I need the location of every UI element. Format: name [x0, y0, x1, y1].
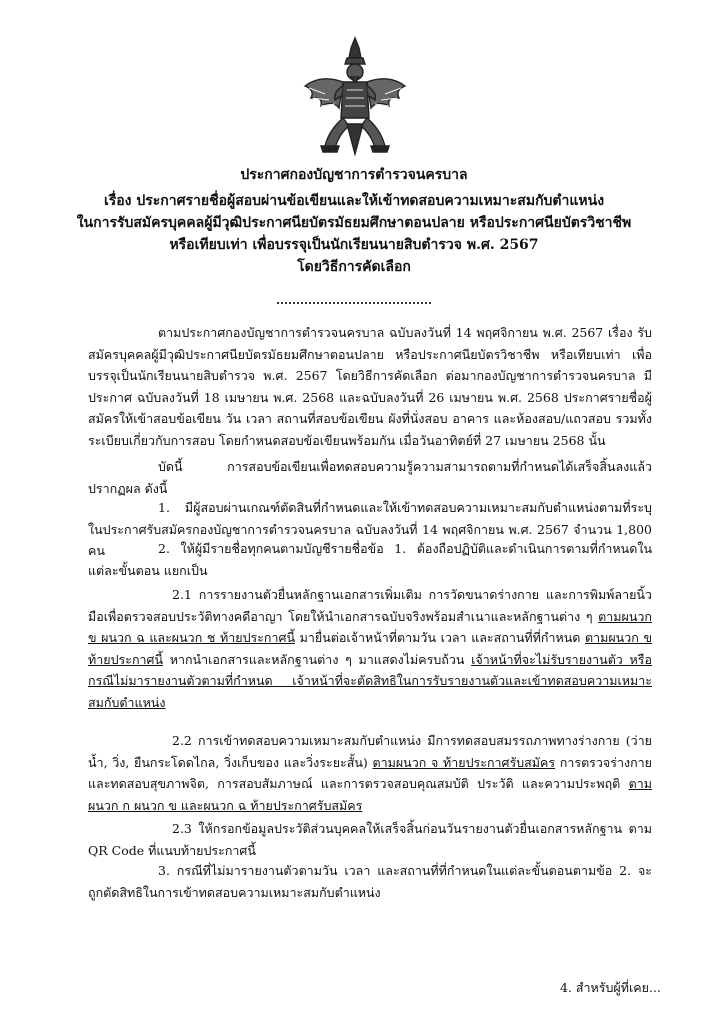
item-2-1-underline-1: ตามผนวก ข ผนวก ฉ และผนวก ช ท้ายประกาศนี้ — [88, 608, 652, 645]
paragraph-item-2-3: 2.3 ให้กรอกข้อมูลประวัติส่วนบุคคลให้เสร็จสิ้นก่อนวันรายงานตัวยื่นเอกสารหลักฐาน ตาม QR Code ที่แนบท้ายประกาศนี้ — [88, 821, 652, 858]
subject-block — [60, 190, 648, 278]
subject-line-2: ในการรับสมัครบุคคลผู้มีวุฒิประกาศนียบัตรมัธยมศึกษาตอนปลาย หรือประกาศนียบัตรวิชาชีพ — [76, 215, 632, 231]
item-2-2-underline-2: ตามผนวก ก ผนวก ข และผนวก ฉ ท้ายประกาศรับสมัคร — [88, 776, 652, 813]
item-2-1-underline-3: เจ้าหน้าที่จะไม่รับรายงานตัว หรือกรณีไม่มารายงานตัวตามที่กำหนด เจ้าหน้าที่จะตัดสิทธิในการรับรายงานตัวและเข้าทดสอบความเหมาะสมกับตำแหน่ง — [88, 651, 652, 710]
item-2-2-text-b: การตรวจร่างกายและทดสอบสุขภาพจิต, การสอบสัมภาษณ์ และการตรวจสอบคุณสมบัติ ประวัติ และความประพฤติ — [88, 754, 652, 791]
continuation-note: 4. สำหรับผู้ที่เคย... — [560, 980, 661, 995]
garuda-emblem-icon — [299, 34, 411, 162]
paragraph-item-1: 1. มีผู้สอบผ่านเกณฑ์ตัดสินที่กำหนดและให้เข้าทดสอบความเหมาะสมกับตำแหน่งตามที่ระบุในประกาศรับสมัครกองบัญชาการตำรวจนครบาล ฉบับลงวันที่ 14 พฤศจิกายน พ.ศ. 2567 จำนวน 1,800 คน — [88, 500, 652, 558]
item-2-1-text-c: หากนำเอกสารและหลักฐานต่าง ๆ มาแสดงไม่ครบถ้วน — [163, 651, 472, 667]
item-2-1-text-b: มายื่นต่อเจ้าหน้าที่ตามวัน เวลา และสถานที่ที่กำหนด — [295, 630, 585, 645]
paragraph-background: ตามประกาศกองบัญชาการตำรวจนครบาล ฉบับลงวันที่ 14 พฤศจิกายน พ.ศ. 2567 เรื่อง รับสมัครบุคคลผู้มีวุฒิประกาศนียบัตรมัธยมศึกษาตอนปลาย หรือประกาศนียบัตรวิชาชีพ หรือเทียบเท่า เพื่อบรรจุเป็นนักเรียนนายสิบตำรวจ พ.ศ. 2567 โดยวิธีการคัดเลือก ต่อมากองบัญชาการตำรวจนครบาล มีประกาศ ฉบับลงวันที่ 18 เมษายน พ.ศ. 2568 และฉบับลงวันที่ 26 เมษายน พ.ศ. 2568 ประกาศรายชื่อผู้สมัครให้เข้าสอบข้อเขียน วัน เวลา สถานที่สอบข้อเขียน ผังที่นั่งสอบ อาคาร และห้องสอบ/แถวสอบ รวมทั้งระเบียบเกี่ยวกับการสอบ โดยกำหนดสอบข้อเขียนพร้อมกัน เมื่อวันอาทิตย์ที่ 27 เมษายน 2568 นั้น — [88, 325, 652, 448]
subject-line-3: หรือเทียบเท่า เพื่อบรรจุเป็นนักเรียนนายสิบตำรวจ พ.ศ. 2567 — [169, 237, 539, 253]
item-2-1-text-a: 2.1 การรายงานตัวยื่นหลักฐานเอกสารเพิ่มเติม การวัดขนาดร่างกาย และการพิมพ์ลายนิ้วมือเพื่อตรวจสอบประวัติทางคดีอาญา โดยให้นำเอกสารฉบับจริงพร้อมสำเนาและหลักฐานต่าง ๆ — [88, 587, 652, 624]
dotted-separator — [277, 302, 431, 304]
paragraph-item-2-1 — [88, 584, 652, 713]
paragraph-item-2: 2. ให้ผู้มีรายชื่อทุกคนตามบัญชีรายชื่อข้อ 1. ต้องถือปฏิบัติและดำเนินการตามที่กำหนดในแต่ละขั้นตอน แยกเป็น — [88, 541, 652, 578]
announcement-title — [60, 164, 648, 186]
paragraph-item-3: 3. กรณีที่ไม่มารายงานตัวตามวัน เวลา และสถานที่ที่กำหนดในแต่ละขั้นตอนตามข้อ 2. จะถูกตัดสิทธิในการเข้าทดสอบความเหมาะสมกับตำแหน่ง — [88, 863, 652, 900]
paragraph-result-intro: บัดนี้ การสอบข้อเขียนเพื่อทดสอบความรู้ความสามารถตามที่กำหนดได้เสร็จสิ้นลงแล้ว ปรากฏผล ดังนี้ — [88, 459, 652, 496]
subject-line-1: เรื่อง ประกาศรายชื่อผู้สอบผ่านข้อเขียนและให้เข้าทดสอบความเหมาะสมกับตำแหน่ง — [103, 193, 605, 209]
paragraph-item-2-2 — [88, 730, 652, 816]
issuer-line: ประกาศกองบัญชาการตำรวจนครบาล — [240, 167, 468, 183]
item-2-2-underline-1: ตามผนวก จ ท้ายประกาศรับสมัคร — [372, 754, 556, 770]
item-2-2-text-a: 2.2 การเข้าทดสอบความเหมาะสมกับตำแหน่ง มีการทดสอบสมรรถภาพทางร่างกาย (ว่ายน้ำ, วิ่ง, ยืนกระโดดไกล, วิ่งเก็บของ และวิ่งระยะสั้น) — [88, 733, 652, 770]
item-2-1-underline-2: ตามผนวก ข ท้ายประกาศนี้ — [88, 630, 652, 667]
subject-line-4: โดยวิธีการคัดเลือก — [297, 259, 411, 275]
